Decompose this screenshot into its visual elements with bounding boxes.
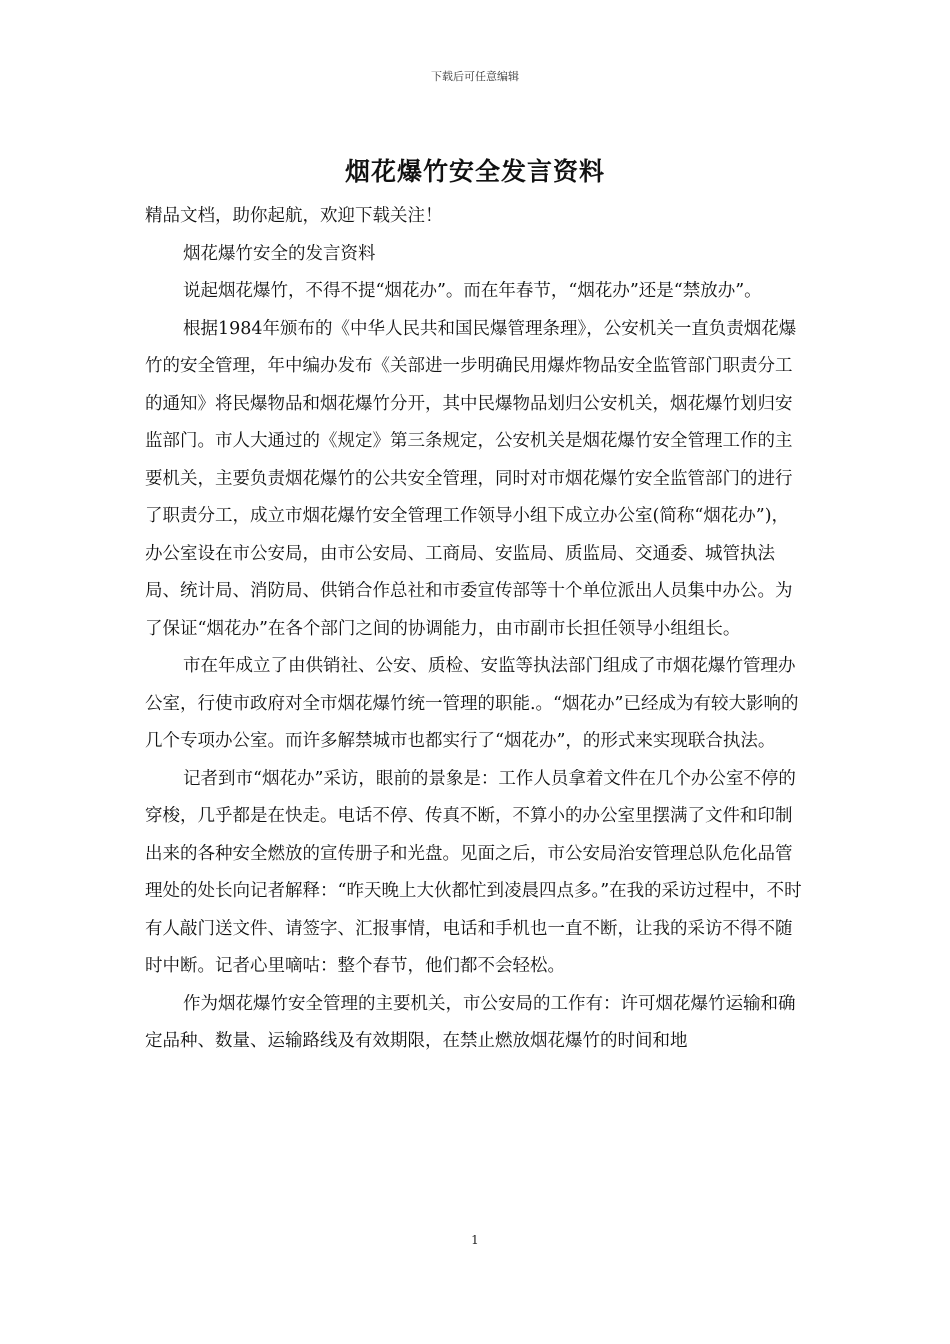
- paragraph-3: 市在年成立了由供销社、公安、质检、安监等执法部门组成了市烟花爆竹管理办公室，行使市政府对全市烟花爆竹统一管理的职能.。“烟花办”已经成为有较大影响的几个专项办公室。而许多解禁城市也都实行了“烟花办”，的形式来实现联合执法。: [145, 656, 799, 751]
- paragraph-5: 作为烟花爆竹安全管理的主要机关，市公安局的工作有：许可烟花爆竹运输和确定品种、数量、运输路线及有效期限，在禁止燃放烟花爆竹的时间和地: [145, 993, 796, 1051]
- document-title: 烟花爆竹安全发言资料: [344, 157, 605, 186]
- paragraph-2: 根据1984年颁布的《中华人民共和国民爆管理条理》，公安机关一直负责烟花爆竹的安全管理，年中编办发布《关部进一步明确民用爆炸物品安全监管部门职责分工的通知》将民爆物品和烟花爆竹分开，其中民爆物品划归公安机关，烟花爆竹划归安监部门。市人大通过的《规定》第三条规定，公安机关是烟花爆竹安全管理工作的主要机关，主要负责烟花爆竹的公共安全管理，同时对市烟花爆竹安全监管部门的进行了职责分工，成立市烟花爆竹安全管理工作领导小组下成立办公室(简称“烟花办”)，办公室设在市公安局，由市公安局、工商局、安监局、质监局、交通委、城管执法局、统计局、消防局、供销合作总社和市委宣传部等十个单位派出人员集中办公。为了保证“烟花办”在各个部门之间的协调能力，由市副市长担任领导小组组长。: [145, 318, 797, 639]
- header-note: 下载后可任意编辑: [431, 70, 519, 83]
- paragraph-subtitle: 烟花爆竹安全的发言资料: [183, 243, 376, 264]
- intro-line: 精品文档，助你起航，欢迎下载关注！: [145, 206, 443, 226]
- document-body: [145, 198, 805, 1061]
- paragraph-4: 记者到市“烟花办”采访，眼前的景象是：工作人员拿着文件在几个办公室不停的穿梭，几乎都是在快走。电话不停、传真不断，不算小的办公室里摆满了文件和印制出来的各种安全燃放的宣传册子和光盘。见面之后，市公安局治安管理总队危化品管理处的处长向记者解释：“昨天晚上大伙都忙到凌晨四点多。”在我的采访过程中，不时有人敲门送文件、请签字、汇报事情，电话和手机也一直不断，让我的采访不得不随时中断。记者心里嘀咕：整个春节，他们都不会轻松。: [145, 768, 802, 976]
- paragraph-1: 说起烟花爆竹，不得不提“烟花办”。而在年春节，“烟花办”还是“禁放办”。: [183, 281, 762, 301]
- page-number: 1: [471, 1233, 479, 1247]
